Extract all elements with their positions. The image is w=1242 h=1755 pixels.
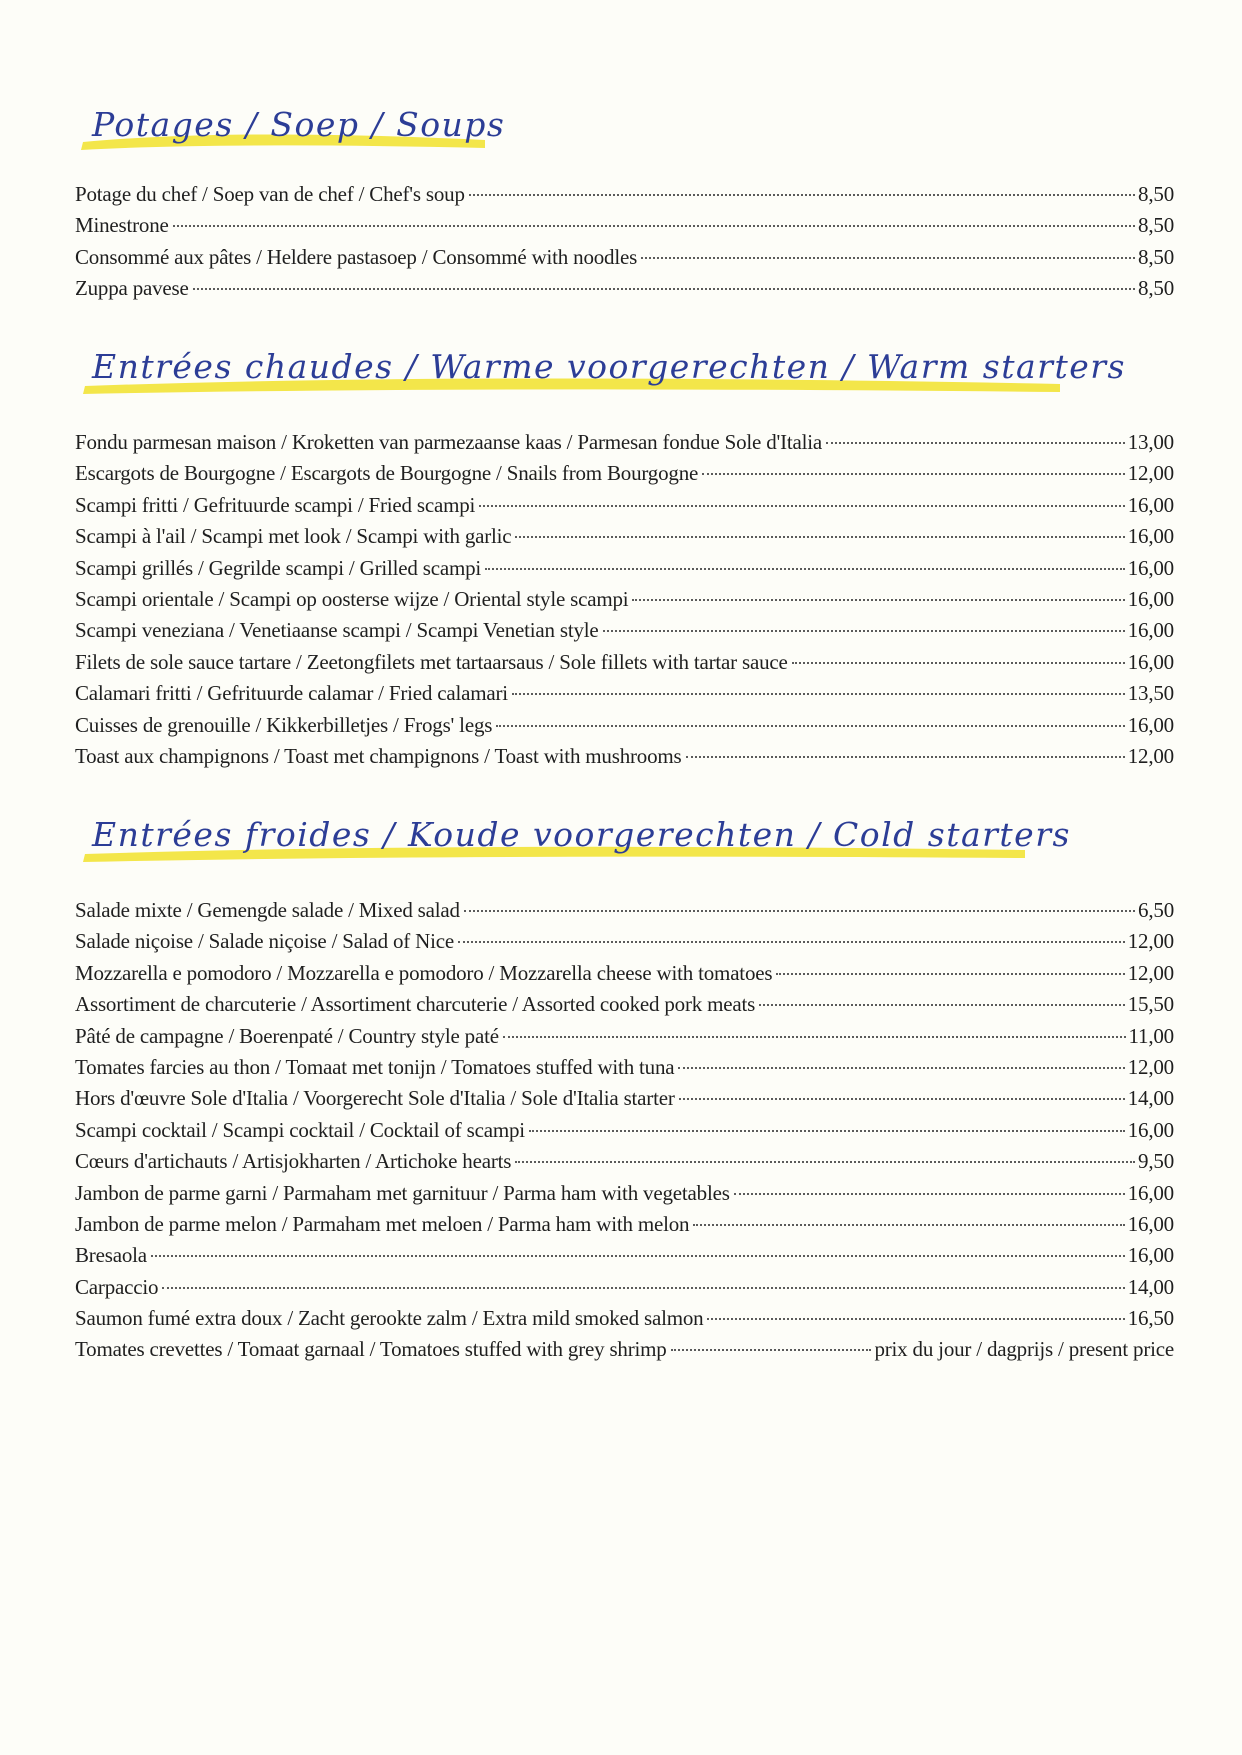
menu-item-name: Scampi cocktail / Scampi cocktail / Cocktail of scampi bbox=[75, 1117, 525, 1142]
dot-leader bbox=[792, 662, 1125, 664]
menu-item-price: 12,00 bbox=[1127, 461, 1174, 486]
menu-item bbox=[75, 1086, 1174, 1117]
dot-leader bbox=[512, 693, 1125, 695]
menu-item-name: Saumon fumé extra doux / Zacht gerookte zalm / Extra mild smoked salmon bbox=[75, 1306, 704, 1331]
menu-item-name: Salade niçoise / Salade niçoise / Salad of Nice bbox=[75, 929, 454, 954]
dot-leader bbox=[686, 756, 1125, 758]
menu-item-name: Cœurs d'artichauts / Artisjokharten / Artichoke hearts bbox=[75, 1149, 512, 1174]
menu-item bbox=[75, 1024, 1174, 1055]
menu-item-price: 13,00 bbox=[1127, 430, 1174, 454]
menu-item-name: Carpaccio bbox=[75, 1274, 159, 1299]
menu-item bbox=[75, 1337, 1174, 1368]
dot-leader bbox=[759, 1004, 1125, 1006]
dot-leader bbox=[479, 505, 1125, 507]
menu-item-name: Consommé aux pâtes / Heldere pastasoep / Consommé with noodles bbox=[75, 244, 638, 269]
menu-item-price: 16,00 bbox=[1127, 1180, 1174, 1205]
dot-leader bbox=[734, 1193, 1125, 1195]
menu-item-price: 8,50 bbox=[1138, 244, 1174, 269]
dot-leader bbox=[464, 910, 1135, 912]
menu-item bbox=[75, 1275, 1174, 1306]
menu-item-price: 16,00 bbox=[1127, 492, 1174, 517]
menu-item-price: 11,00 bbox=[1128, 1023, 1174, 1048]
warm-starters-list bbox=[75, 430, 1174, 775]
soups-list bbox=[75, 182, 1174, 308]
warm-starters-heading-block bbox=[75, 340, 1174, 404]
menu-item-name: Filets de sole sauce tartare / Zeetongfilets met tartaarsaus / Sole fillets with tartar sauce bbox=[75, 649, 788, 674]
menu-item-name: Toast aux champignons / Toast met champignons / Toast with mushrooms bbox=[75, 743, 682, 768]
dot-leader bbox=[496, 725, 1125, 727]
menu-item-price: 8,50 bbox=[1138, 276, 1174, 301]
dot-leader bbox=[529, 1130, 1125, 1132]
menu-item bbox=[75, 1055, 1174, 1086]
menu-item-name: Bresaola bbox=[75, 1243, 147, 1268]
section-title-cold-starters: Entrées froides / Koude voorgerechten / Cold starters bbox=[92, 815, 1071, 854]
dot-leader bbox=[693, 1224, 1124, 1226]
menu-item-name: Scampi grillés / Gegrilde scampi / Grilled scampi bbox=[75, 555, 482, 580]
menu-item bbox=[75, 1212, 1174, 1243]
menu-item-price: 16,00 bbox=[1127, 524, 1174, 549]
menu-item-name: Salade mixte / Gemengde salade / Mixed salad bbox=[75, 898, 460, 922]
menu-item-price: 16,00 bbox=[1127, 1117, 1174, 1142]
menu-item bbox=[75, 1243, 1174, 1274]
menu-item-name: Mozzarella e pomodoro / Mozzarella e pomodoro / Mozzarella cheese with tomatoes bbox=[75, 960, 773, 985]
menu-item-name: Jambon de parme garni / Parmaham met garnituur / Parma ham with vegetables bbox=[75, 1180, 730, 1205]
menu-item-price: 16,00 bbox=[1127, 555, 1174, 580]
dot-leader bbox=[503, 1036, 1126, 1038]
cold-starters-section bbox=[75, 808, 1174, 1369]
dot-leader bbox=[702, 473, 1125, 475]
menu-item bbox=[75, 524, 1174, 555]
menu-item-price: 14,00 bbox=[1127, 1086, 1174, 1111]
menu-item-name: Scampi orientale / Scampi op oosterse wijze / Oriental style scampi bbox=[75, 586, 629, 611]
dot-leader bbox=[632, 599, 1124, 601]
section-title-warm-starters: Entrées chaudes / Warme voorgerechten / Warm starters bbox=[92, 347, 1126, 386]
menu-item-price: 8,50 bbox=[1138, 213, 1174, 238]
menu-item-name: Jambon de parme melon / Parmaham met meloen / Parma ham with melon bbox=[75, 1211, 690, 1236]
menu-item-name: Potage du chef / Soep van de chef / Chef's soup bbox=[75, 182, 465, 206]
cold-starters-heading-block bbox=[75, 808, 1174, 872]
cold-starters-list bbox=[75, 898, 1174, 1369]
menu-item bbox=[75, 245, 1174, 276]
menu-item-name: Scampi veneziana / Venetiaanse scampi / Scampi Venetian style bbox=[75, 618, 599, 643]
menu-item bbox=[75, 493, 1174, 524]
warm-starters-section bbox=[75, 340, 1174, 775]
menu-item bbox=[75, 182, 1174, 213]
menu-item-price: 14,00 bbox=[1127, 1274, 1174, 1299]
menu-item-name: Assortiment de charcuterie / Assortiment charcuterie / Assorted cooked pork meats bbox=[75, 992, 756, 1017]
menu-item bbox=[75, 430, 1174, 461]
menu-item bbox=[75, 213, 1174, 244]
menu-item bbox=[75, 618, 1174, 649]
menu-item-name: Escargots de Bourgogne / Escargots de Bourgogne / Snails from Bourgogne bbox=[75, 461, 699, 486]
menu-item-price: 8,50 bbox=[1138, 182, 1174, 206]
menu-item bbox=[75, 1149, 1174, 1180]
dot-leader bbox=[151, 1255, 1125, 1257]
menu-item-price: 16,00 bbox=[1127, 649, 1174, 674]
menu-item bbox=[75, 681, 1174, 712]
dot-leader bbox=[485, 568, 1125, 570]
menu-item bbox=[75, 461, 1174, 492]
menu-item bbox=[75, 898, 1174, 929]
menu-item-name: Fondu parmesan maison / Kroketten van parmezaanse kaas / Parmesan fondue Sole d'Italia bbox=[75, 430, 823, 454]
dot-leader bbox=[776, 973, 1124, 975]
menu-item bbox=[75, 1181, 1174, 1212]
menu-item-price: 12,00 bbox=[1127, 960, 1174, 985]
dot-leader bbox=[678, 1067, 1124, 1069]
dot-leader bbox=[679, 1098, 1125, 1100]
menu-item-price: 15,50 bbox=[1127, 992, 1174, 1017]
menu-item bbox=[75, 744, 1174, 775]
menu-item bbox=[75, 992, 1174, 1023]
menu-item bbox=[75, 1118, 1174, 1149]
dot-leader bbox=[671, 1349, 872, 1351]
dot-leader bbox=[603, 630, 1125, 632]
menu-item-price: 9,50 bbox=[1138, 1149, 1174, 1174]
menu-item bbox=[75, 587, 1174, 618]
dot-leader bbox=[173, 225, 1135, 227]
menu-item-price: 16,00 bbox=[1127, 1211, 1174, 1236]
soups-heading-block bbox=[75, 98, 1174, 162]
menu-item-price: 13,50 bbox=[1127, 681, 1174, 706]
soups-section bbox=[75, 98, 1174, 308]
dot-leader bbox=[193, 288, 1135, 290]
menu-item bbox=[75, 961, 1174, 992]
menu-item-name: Cuisses de grenouille / Kikkerbilletjes / Frogs' legs bbox=[75, 712, 493, 737]
menu-item-price: 16,00 bbox=[1127, 618, 1174, 643]
menu-item-name: Zuppa pavese bbox=[75, 276, 189, 301]
menu-item-name: Tomates farcies au thon / Tomaat met tonijn / Tomatoes stuffed with tuna bbox=[75, 1054, 675, 1079]
menu-item-name: Hors d'œuvre Sole d'Italia / Voorgerecht Sole d'Italia / Sole d'Italia starter bbox=[75, 1086, 675, 1111]
menu-item-price: 12,00 bbox=[1127, 1054, 1174, 1079]
menu-item-name: Scampi à l'ail / Scampi met look / Scampi with garlic bbox=[75, 524, 512, 549]
menu-item-name: Tomates crevettes / Tomaat garnaal / Tomatoes stuffed with grey shrimp bbox=[75, 1337, 667, 1362]
menu-item-price: 12,00 bbox=[1127, 929, 1174, 954]
menu-item-price: 16,50 bbox=[1127, 1306, 1174, 1331]
menu-item bbox=[75, 556, 1174, 587]
menu-item-price: 16,00 bbox=[1127, 712, 1174, 737]
menu-item-price: 16,00 bbox=[1127, 1243, 1174, 1268]
menu-item-name: Minestrone bbox=[75, 213, 169, 238]
dot-leader bbox=[641, 257, 1135, 259]
menu-item-price: 6,50 bbox=[1138, 898, 1174, 922]
dot-leader bbox=[826, 442, 1125, 444]
dot-leader bbox=[162, 1287, 1124, 1289]
menu-item bbox=[75, 929, 1174, 960]
menu-item-price: 12,00 bbox=[1127, 743, 1174, 768]
section-title-soups: Potages / Soep / Soups bbox=[92, 105, 506, 144]
menu-item bbox=[75, 650, 1174, 681]
menu-item bbox=[75, 276, 1174, 307]
menu-item bbox=[75, 713, 1174, 744]
dot-leader bbox=[515, 536, 1124, 538]
menu-item-name: Pâté de campagne / Boerenpaté / Country style paté bbox=[75, 1023, 499, 1048]
menu-item-price: 16,00 bbox=[1127, 586, 1174, 611]
dot-leader bbox=[469, 194, 1135, 196]
menu-item-price: prix du jour / dagprijs / present price bbox=[874, 1337, 1174, 1362]
menu-item-name: Calamari fritti / Gefrituurde calamar / Fried calamari bbox=[75, 681, 508, 706]
menu-item bbox=[75, 1306, 1174, 1337]
dot-leader bbox=[458, 941, 1125, 943]
menu-item-name: Scampi fritti / Gefrituurde scampi / Fried scampi bbox=[75, 492, 476, 517]
dot-leader bbox=[707, 1318, 1124, 1320]
dot-leader bbox=[515, 1161, 1135, 1163]
